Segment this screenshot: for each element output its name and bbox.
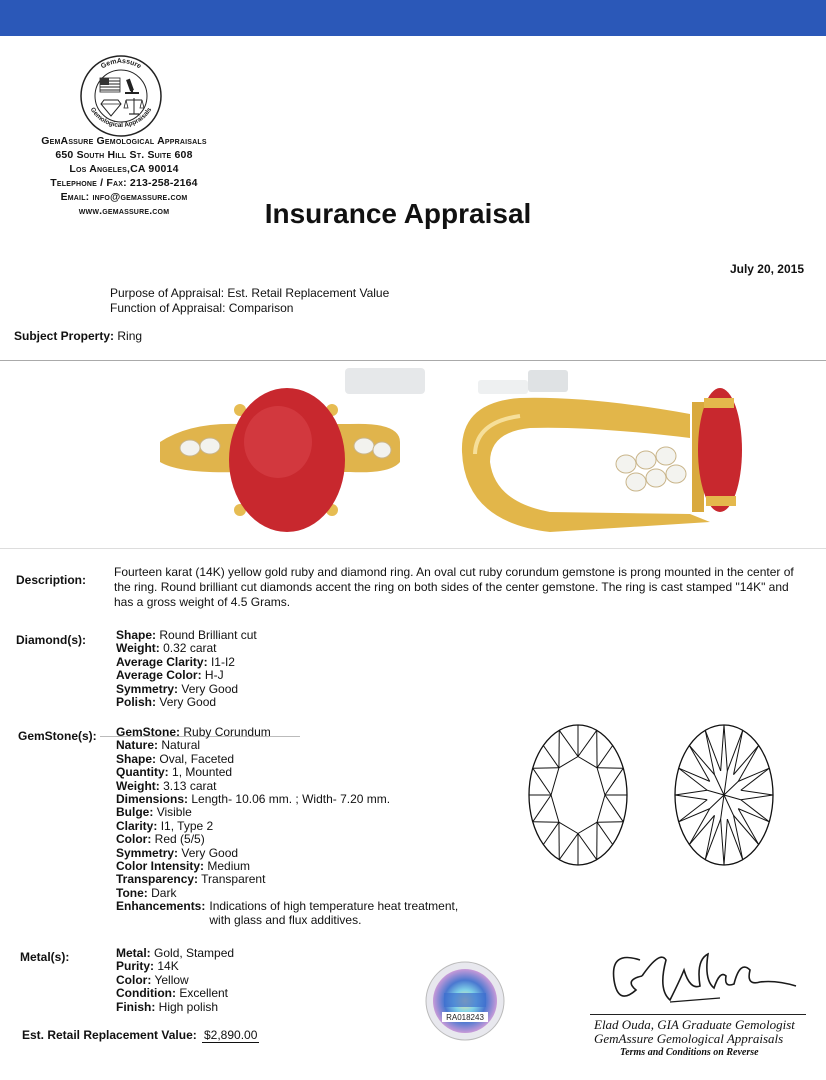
hologram-code: RA018243: [446, 1013, 484, 1022]
logo-arc-bottom-text: Gemological Appraisals: [88, 106, 154, 130]
appraisal-purpose: [110, 286, 389, 316]
spec-value: 14K: [157, 959, 179, 974]
enhancements-value: [205, 900, 458, 927]
gemstones-label: GemStone(s):: [18, 729, 97, 743]
spec-row: [116, 887, 458, 900]
spec-value: Oval, Faceted: [159, 751, 235, 766]
spec-key: Average Clarity:: [116, 654, 208, 669]
spec-key: Bulge:: [116, 805, 154, 820]
spec-key: Purity:: [116, 959, 155, 974]
spec-value: Dark: [151, 885, 177, 900]
gemassure-logo-seal: [76, 52, 166, 140]
spec-key: Clarity:: [116, 818, 158, 833]
gem-facet-diagrams: [524, 720, 804, 870]
spec-key: Color Intensity:: [116, 859, 205, 874]
spec-value: High polish: [158, 999, 219, 1014]
spec-value: Red (5/5): [154, 832, 205, 847]
company-website: www.gemassure.com: [78, 205, 170, 217]
spec-row: [116, 766, 458, 779]
spec-value: Medium: [207, 859, 251, 874]
retail-value-amount: $2,890.00: [204, 1028, 258, 1042]
spec-row: [116, 987, 234, 1000]
spec-value: I1, Type 2: [160, 818, 214, 833]
hologram-seal: [424, 960, 506, 1042]
divider-photos: [0, 548, 826, 549]
spec-row: [116, 753, 458, 766]
spec-row: [116, 806, 458, 819]
ring-photo-side: [462, 370, 742, 532]
spec-key: Metal:: [116, 946, 151, 960]
crown-diagram: [529, 725, 627, 865]
spec-key: Symmetry:: [116, 845, 179, 860]
header-color-bar: [0, 0, 826, 36]
spec-key: Color:: [116, 972, 152, 987]
spec-value: Excellent: [179, 986, 229, 1001]
spec-key: Transparency:: [116, 872, 199, 887]
spec-value: 0.32 carat: [163, 641, 217, 656]
logo-arc-top-text: GemAssure: [99, 57, 143, 71]
spec-value: Natural: [161, 738, 201, 753]
spec-row: [116, 947, 234, 960]
enhancements-row: [116, 900, 458, 927]
spec-row: [116, 820, 458, 833]
spec-row: [116, 860, 458, 873]
spec-row: [116, 642, 257, 655]
spec-key: Shape:: [116, 751, 157, 766]
spec-value: Very Good: [181, 845, 239, 860]
description-label: Description:: [16, 573, 87, 587]
spec-row: [116, 873, 458, 886]
company-phone: Telephone / Fax: 213-258-2164: [50, 177, 198, 189]
spec-key: Quantity:: [116, 765, 169, 780]
spec-row: [116, 656, 257, 669]
spec-row: [116, 833, 458, 846]
spec-key: Condition:: [116, 986, 176, 1001]
company-address-line1: 650 South Hill St. Suite 608: [55, 149, 193, 161]
spec-key: Finish:: [116, 999, 156, 1014]
company-email: Email: info@gemassure.com: [60, 191, 188, 203]
spec-row: [116, 974, 234, 987]
retail-value-label: Est. Retail Replacement Value:: [22, 1028, 197, 1042]
subject-value: Ring: [117, 329, 143, 343]
spec-key: Shape:: [116, 628, 157, 642]
spec-value: Gold, Stamped: [154, 946, 235, 960]
pavilion-diagram: [675, 725, 773, 865]
spec-row: [116, 780, 458, 793]
terms-note: Terms and Conditions on Reverse: [620, 1047, 759, 1058]
metals-label: Metal(s):: [20, 950, 70, 964]
function-line: Function of Appraisal: Comparison: [110, 301, 294, 315]
appraisal-date: July 20, 2015: [729, 262, 804, 276]
spec-row: [116, 629, 257, 642]
divider-top: [0, 360, 826, 361]
spec-key: Polish:: [116, 695, 157, 710]
spec-value: 3.13 carat: [163, 778, 217, 793]
spec-row: [116, 726, 458, 739]
spec-value: Very Good: [181, 681, 239, 696]
spec-value: Visible: [156, 805, 192, 820]
spec-value: Round Brilliant cut: [159, 628, 257, 642]
ring-photos: [150, 362, 760, 540]
diamonds-specs: [116, 629, 257, 709]
svg-text:GemAssure: [100, 58, 142, 71]
spec-row: [116, 960, 234, 973]
spec-key: Weight:: [116, 778, 160, 793]
spec-row: [116, 669, 257, 682]
spec-key: Color:: [116, 832, 152, 847]
spec-row: [116, 847, 458, 860]
spec-value: I1-I2: [210, 654, 235, 669]
spec-row: [116, 683, 257, 696]
spec-value: H-J: [204, 668, 224, 683]
enhancements-line2: with glass and flux additives.: [209, 912, 362, 927]
spec-row: [116, 1001, 234, 1014]
signer-name: Elad Ouda, GIA Graduate Gemologist: [594, 1017, 795, 1032]
company-name: GemAssure Gemological Appraisals: [41, 135, 207, 147]
spec-key: Enhancements:: [116, 899, 206, 914]
spec-key: Symmetry:: [116, 681, 179, 696]
spec-key: Tone:: [116, 885, 148, 900]
spec-row: [116, 696, 257, 709]
purpose-line: Purpose of Appraisal: Est. Retail Replacement Value: [110, 286, 390, 300]
subject-label: Subject Property:: [14, 329, 115, 343]
signature-line: [590, 1014, 806, 1015]
spec-value: 1, Mounted: [172, 765, 233, 780]
spec-value: Length- 10.06 mm. ; Width- 7.20 mm.: [191, 792, 391, 807]
spec-value: Ruby Corundum: [183, 725, 271, 739]
spec-key: Dimensions:: [116, 792, 189, 807]
subject-property: [14, 329, 142, 343]
spec-row: [116, 739, 458, 752]
document-title: Insurance Appraisal: [264, 198, 532, 229]
spec-key: Weight:: [116, 641, 160, 656]
company-address-line2: Los Angeles,CA 90014: [69, 163, 179, 175]
spec-key: GemStone:: [116, 725, 181, 739]
handwritten-signature: [600, 940, 810, 1016]
spec-value: Yellow: [154, 972, 189, 987]
spec-key: Nature:: [116, 738, 159, 753]
ring-photo-front: [160, 368, 425, 532]
description-text: Fourteen karat (14K) yellow gold ruby and diamond ring. An oval cut ruby corundum gemstone is prong mounted in the center of the ring. Round brilliant cut diamonds accent the ring on both sides of the center gemstone. The ring is cast stamped "14K" and has a gross weight of 4.5 Grams.: [114, 565, 794, 609]
spec-value: Transparent: [201, 872, 266, 887]
signer-company: GemAssure Gemological Appraisals: [594, 1031, 784, 1046]
metal-specs: [116, 947, 234, 1014]
spec-value: Very Good: [159, 695, 217, 710]
diamonds-label: Diamond(s):: [16, 633, 86, 647]
enhancements-line1: Indications of high temperature heat treatment,: [209, 899, 459, 914]
gemstone-specs: [116, 726, 458, 927]
spec-key: Average Color:: [116, 668, 202, 683]
spec-row: [116, 793, 458, 806]
